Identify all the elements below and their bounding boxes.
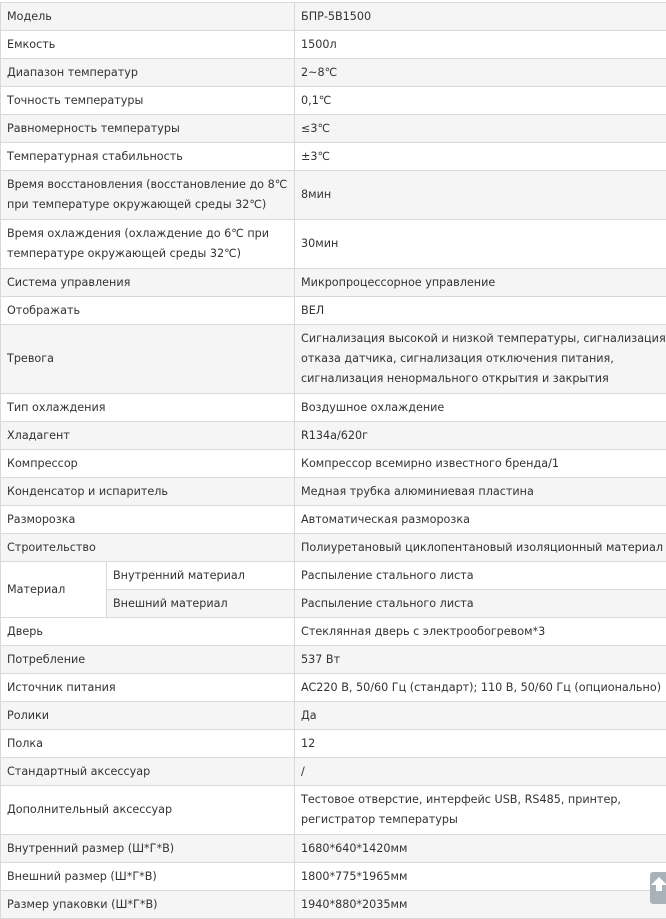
spec-label: Разморозка bbox=[1, 506, 295, 534]
spec-label: Компрессор bbox=[1, 450, 295, 478]
table-row bbox=[1, 450, 666, 478]
spec-label: Строительство bbox=[1, 534, 295, 562]
table-row bbox=[1, 786, 666, 835]
table-row bbox=[1, 674, 666, 702]
spec-label: Тип охлаждения bbox=[1, 394, 295, 422]
table-row bbox=[1, 269, 666, 297]
spec-label: Емкость bbox=[1, 31, 295, 59]
spec-label: Стандартный аксессуар bbox=[1, 758, 295, 786]
spec-label: Время восстановления (восстановление до 8℃ при температуре окружающей среды 32℃) bbox=[1, 171, 295, 220]
spec-value: Тестовое отверстие, интерфейс USB, RS485, принтер, регистратор температуры bbox=[295, 786, 666, 835]
spec-value: 2~8℃ bbox=[295, 59, 666, 87]
table-row bbox=[1, 3, 666, 31]
spec-value: 537 Вт bbox=[295, 646, 666, 674]
spec-value: Микропроцессорное управление bbox=[295, 269, 666, 297]
spec-table bbox=[0, 2, 666, 919]
table-row bbox=[1, 87, 666, 115]
table-row bbox=[1, 143, 666, 171]
spec-value: ≤3℃ bbox=[295, 115, 666, 143]
table-row bbox=[1, 171, 666, 220]
table-row bbox=[1, 394, 666, 422]
spec-label: Отображать bbox=[1, 297, 295, 325]
spec-value: 12 bbox=[295, 730, 666, 758]
spec-value: Сигнализация высокой и низкой температуры, сигнализация отказа датчика, сигнализация отключения питания, сигнализация ненормального открытия и закрытия bbox=[295, 325, 666, 394]
spec-value: 1500л bbox=[295, 31, 666, 59]
table-row bbox=[1, 297, 666, 325]
spec-label: Размер упаковки (Ш*Г*В) bbox=[1, 891, 295, 919]
spec-label: Дополнительный аксессуар bbox=[1, 786, 295, 835]
spec-label: Внутренний размер (Ш*Г*В) bbox=[1, 835, 295, 863]
table-row bbox=[1, 618, 666, 646]
spec-label: Диапазон температур bbox=[1, 59, 295, 87]
spec-label: Полка bbox=[1, 730, 295, 758]
spec-value: Медная трубка алюминиевая пластина bbox=[295, 478, 666, 506]
spec-value: Полиуретановый циклопентановый изоляционный материал bbox=[295, 534, 666, 562]
spec-label: Потребление bbox=[1, 646, 295, 674]
spec-value: 1680*640*1420мм bbox=[295, 835, 666, 863]
spec-label: Время охлаждения (охлаждение до 6℃ при температуре окружающей среды 32℃) bbox=[1, 220, 295, 269]
spec-value: AC220 В, 50/60 Гц (стандарт); 110 В, 50/60 Гц (опционально) bbox=[295, 674, 666, 702]
spec-label: Хладагент bbox=[1, 422, 295, 450]
spec-value: БПР-5В1500 bbox=[295, 3, 666, 31]
spec-label: Равномерность температуры bbox=[1, 115, 295, 143]
table-row bbox=[1, 59, 666, 87]
spec-value: Автоматическая разморозка bbox=[295, 506, 666, 534]
spec-label: Ролики bbox=[1, 702, 295, 730]
arrow-up-icon bbox=[651, 877, 666, 891]
spec-value: 30мин bbox=[295, 220, 666, 269]
table-row bbox=[1, 115, 666, 143]
table-row bbox=[1, 422, 666, 450]
back-to-top-button[interactable] bbox=[650, 872, 666, 904]
spec-value: / bbox=[295, 758, 666, 786]
spec-sublabel: Внутренний материал bbox=[107, 562, 295, 590]
spec-value: 1940*880*2035мм bbox=[295, 891, 666, 919]
spec-value: Да bbox=[295, 702, 666, 730]
table-row bbox=[1, 478, 666, 506]
spec-value: Стеклянная дверь с электрообогревом*3 bbox=[295, 618, 666, 646]
spec-label: Температурная стабильность bbox=[1, 143, 295, 171]
spec-label: Тревога bbox=[1, 325, 295, 394]
spec-value: ±3℃ bbox=[295, 143, 666, 171]
spec-value: Компрессор всемирно известного бренда/1 bbox=[295, 450, 666, 478]
spec-value: ВЕЛ bbox=[295, 297, 666, 325]
spec-label: Конденсатор и испаритель bbox=[1, 478, 295, 506]
spec-label: Материал bbox=[1, 562, 107, 618]
spec-sublabel: Внешний материал bbox=[107, 590, 295, 618]
table-row bbox=[1, 758, 666, 786]
table-row bbox=[1, 835, 666, 863]
spec-label: Система управления bbox=[1, 269, 295, 297]
spec-label: Внешний размер (Ш*Г*В) bbox=[1, 863, 295, 891]
table-row bbox=[1, 702, 666, 730]
table-row bbox=[1, 31, 666, 59]
table-row bbox=[1, 534, 666, 562]
spec-label: Модель bbox=[1, 3, 295, 31]
table-row bbox=[1, 562, 666, 590]
spec-value: Распыление стального листа bbox=[295, 590, 666, 618]
table-row bbox=[1, 220, 666, 269]
spec-value: Распыление стального листа bbox=[295, 562, 666, 590]
spec-value: 0,1℃ bbox=[295, 87, 666, 115]
spec-label: Источник питания bbox=[1, 674, 295, 702]
table-row bbox=[1, 891, 666, 919]
table-row bbox=[1, 506, 666, 534]
spec-label: Дверь bbox=[1, 618, 295, 646]
spec-label: Точность температуры bbox=[1, 87, 295, 115]
spec-value: R134a/620г bbox=[295, 422, 666, 450]
table-row bbox=[1, 646, 666, 674]
table-row bbox=[1, 730, 666, 758]
spec-value: 8мин bbox=[295, 171, 666, 220]
spec-value: Воздушное охлаждение bbox=[295, 394, 666, 422]
spec-value: 1800*775*1965мм bbox=[295, 863, 666, 891]
table-row bbox=[1, 325, 666, 394]
table-row bbox=[1, 863, 666, 891]
